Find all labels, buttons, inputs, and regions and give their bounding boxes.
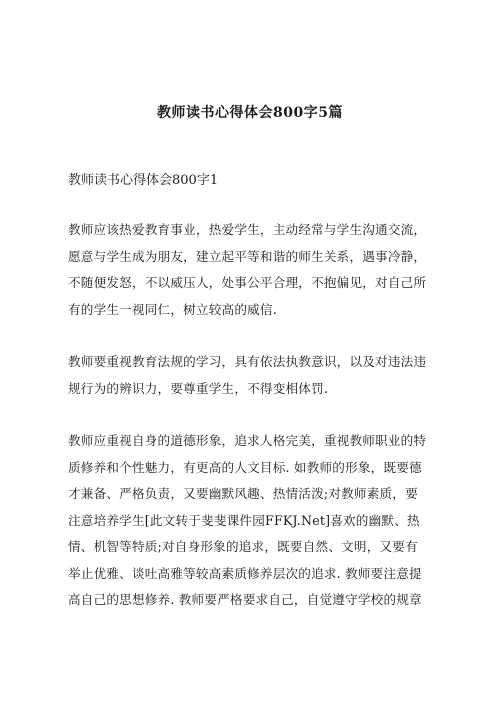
text-line: 情、机智等特质;对自身形象的追求，既要自然、文明，又要有: [68, 539, 418, 554]
text-line: 有的学生一视同仁，树立较高的威信.: [68, 301, 277, 317]
paragraph-3: [68, 428, 448, 614]
text-line: 教师应该热爱教育事业，热爱学生，主动经常与学生沟通交流，: [68, 222, 427, 237]
text-line: 教师要重视教育法规的学习，具有依法执教意识，以及对违法违: [68, 354, 427, 369]
text-line: 才兼备、严格负责，又要幽默风趣、热情活泼;对教师素质，要: [68, 486, 418, 501]
section-heading: 教师读书心得体会800字1: [68, 173, 219, 188]
text-line: 规行为的辨识力，要尊重学生，不得变相体罚.: [68, 380, 329, 396]
text-line: 质修养和个性魅力，有更高的人文目标. 如教师的形象，既要德: [68, 459, 422, 475]
document-title: 教师读书心得体会800字5篇: [157, 105, 343, 121]
text-line: 注意培养学生[此文转于斐斐课件园FFKJ.Net]喜欢的幽默、热: [68, 512, 420, 528]
text-line: 教师应重视自身的道德形象，追求人格完美，重视教师职业的特: [68, 433, 427, 448]
text-line: 高自己的思想修养. 教师要严格要求自己，自觉遵守学校的规章: [68, 592, 422, 607]
paragraph-2: [68, 349, 448, 402]
text-line: 举止优雅、谈吐高雅等较高素质修养层次的追求. 教师要注意提: [68, 565, 422, 581]
text-line: 不随便发怒，不以威压人，处事公平合理，不抱偏见，对自己所: [68, 275, 427, 290]
text-line: 愿意与学生成为朋友，建立起平等和谐的师生关系，遇事冷静，: [68, 248, 427, 264]
paragraph-1: [68, 217, 448, 323]
